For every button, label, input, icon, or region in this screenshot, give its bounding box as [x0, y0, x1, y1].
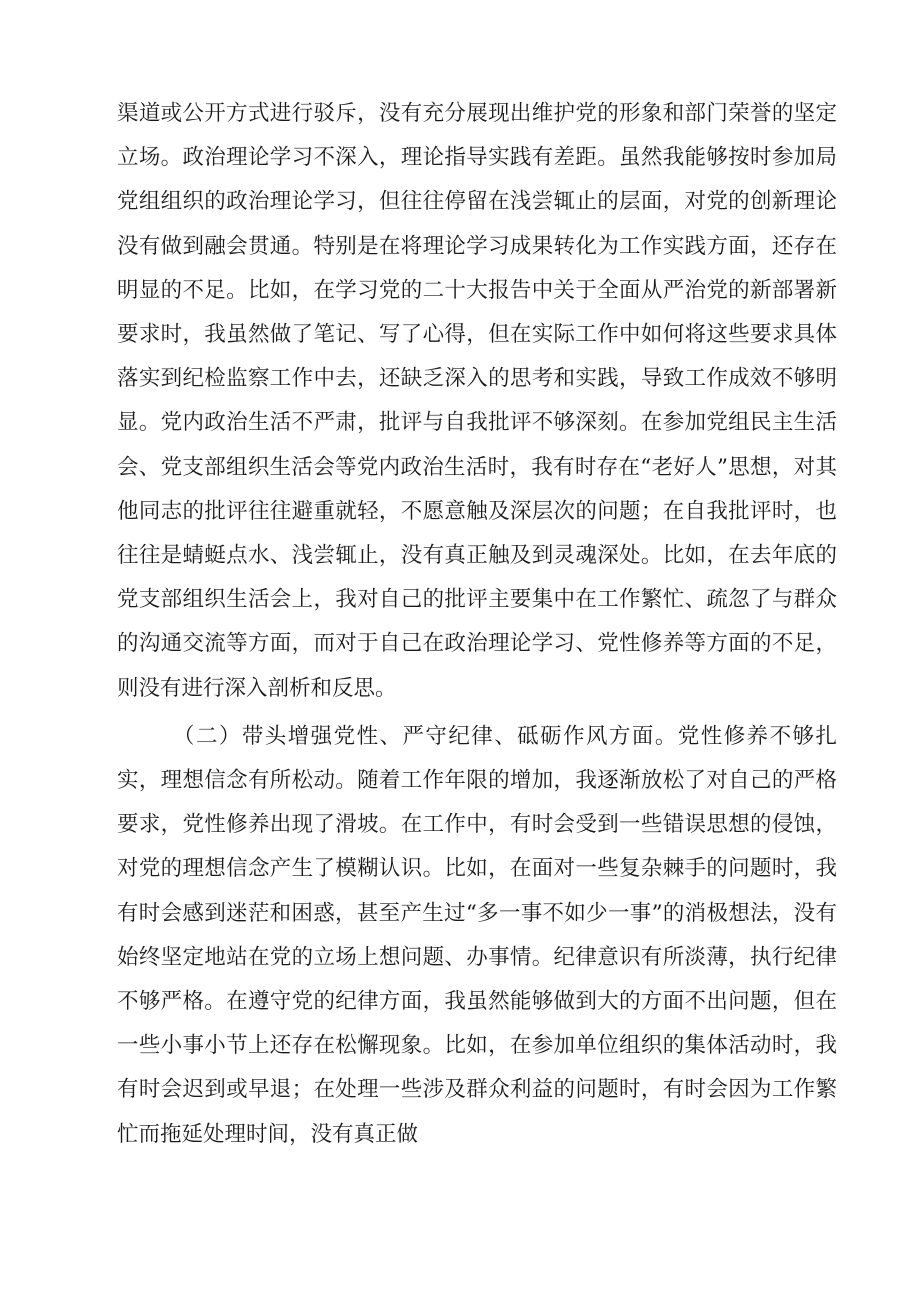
document-body — [117, 92, 837, 1157]
paragraph-continuation: 渠道或公开方式进行驳斥，没有充分展现出维护党的形象和部门荣誉的坚定立场。政治理论学习不深入，理论指导实践有差距。虽然我能够按时参加局党组组织的政治理论学习，但往往停留在浅尝辄止的层面，对党的创新理论没有做到融会贯通。特别是在将理论学习成果转化为工作实践方面，还存在明显的不足。比如，在学习党的二十大报告中关于全面从严治党的新部署新要求时，我虽然做了笔记、写了心得，但在实际工作中如何将这些要求具体落实到纪检监察工作中去，还缺乏深入的思考和实践，导致工作成效不够明显。党内政治生活不严肃，批评与自我批评不够深刻。在参加党组民主生活会、党支部组织生活会等党内政治生活时，我有时存在“老好人”思想，对其他同志的批评往往避重就轻，不愿意触及深层次的问题；在自我批评时，也往往是蜻蜓点水、浅尝辄止，没有真正触及到灵魂深处。比如，在去年底的党支部组织生活会上，我对自己的批评主要集中在工作繁忙、疏忽了与群众的沟通交流等方面，而对于自己在政治理论学习、党性修养等方面的不足，则没有进行深入剖析和反思。 — [117, 101, 837, 701]
paragraph-section-two: （二）带头增强党性、严守纪律、砥砺作风方面。党性修养不够扎实，理想信念有所松动。随着工作年限的增加，我逐渐放松了对自己的严格要求，党性修养出现了滑坡。在工作中，有时会受到一些错误思想的侵蚀，对党的理想信念产生了模糊认识。比如，在面对一些复杂棘手的问题时，我有时会感到迷茫和困惑，甚至产生过“多一事不如少一事”的消极想法，没有始终坚定地站在党的立场上想问题、办事情。纪律意识有所淡薄，执行纪律不够严格。在遵守党的纪律方面，我虽然能够做到大的方面不出问题，但在一些小事小节上还存在松懈现象。比如，在参加单位组织的集体活动时，我有时会迟到或早退；在处理一些涉及群众利益的问题时，有时会因为工作繁忙而拖延处理时间，没有真正做 — [117, 723, 837, 1147]
